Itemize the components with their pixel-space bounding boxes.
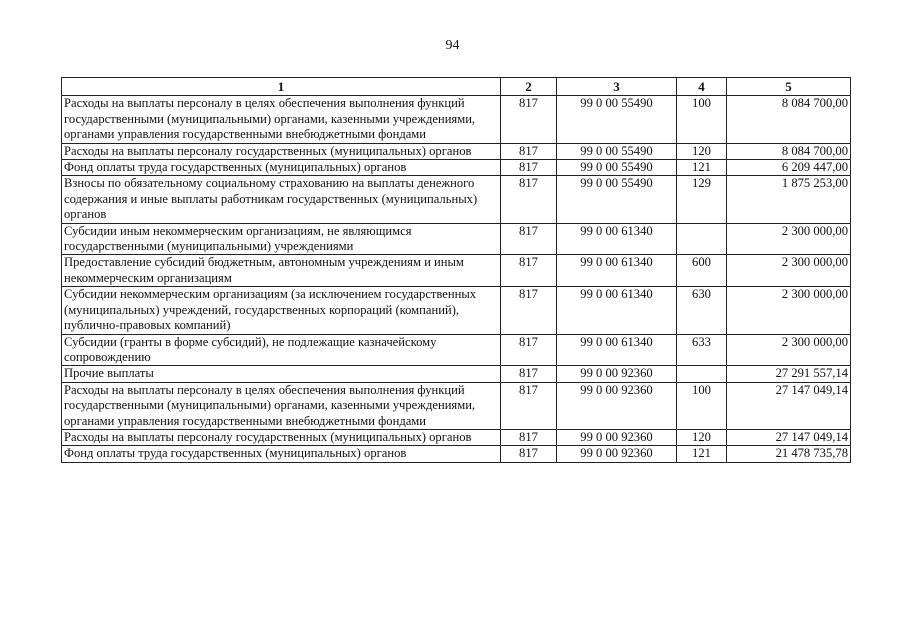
table-row xyxy=(62,366,851,382)
cell-expense-type: 120 xyxy=(677,429,727,445)
cell-target-article: 99 0 00 61340 xyxy=(557,287,677,334)
cell-target-article: 99 0 00 55490 xyxy=(557,96,677,143)
cell-item-name: Прочие выплаты xyxy=(62,366,501,382)
cell-expense-type: 129 xyxy=(677,176,727,223)
cell-expense-type: 120 xyxy=(677,143,727,159)
cell-target-article: 99 0 00 61340 xyxy=(557,334,677,366)
page-number: 94 xyxy=(445,38,460,53)
cell-expense-type: 600 xyxy=(677,255,727,287)
cell-target-article: 99 0 00 55490 xyxy=(557,143,677,159)
cell-target-article: 99 0 00 61340 xyxy=(557,255,677,287)
cell-amount: 2 300 000,00 xyxy=(727,223,851,255)
cell-item-name: Расходы на выплаты персоналу государственных (муниципальных) органов xyxy=(62,429,501,445)
table-row xyxy=(62,255,851,287)
cell-department-code: 817 xyxy=(501,382,557,429)
cell-expense-type: 121 xyxy=(677,446,727,462)
cell-item-name: Субсидии некоммерческим организациям (за исключением государственных (муниципальных) учреждений, государственных корпораций (компаний), публично-правовых компаний) xyxy=(62,287,501,334)
cell-department-code: 817 xyxy=(501,96,557,143)
cell-department-code: 817 xyxy=(501,223,557,255)
cell-item-name: Фонд оплаты труда государственных (муниципальных) органов xyxy=(62,160,501,176)
cell-target-article: 99 0 00 61340 xyxy=(557,223,677,255)
cell-target-article: 99 0 00 92360 xyxy=(557,429,677,445)
cell-amount: 6 209 447,00 xyxy=(727,160,851,176)
cell-item-name: Субсидии (гранты в форме субсидий), не подлежащие казначейскому сопровождению xyxy=(62,334,501,366)
cell-item-name: Фонд оплаты труда государственных (муниципальных) органов xyxy=(62,446,501,462)
table-row xyxy=(62,160,851,176)
cell-department-code: 817 xyxy=(501,143,557,159)
header-col-5: 5 xyxy=(727,78,851,96)
table-row xyxy=(62,143,851,159)
cell-target-article: 99 0 00 55490 xyxy=(557,176,677,223)
cell-expense-type: 100 xyxy=(677,96,727,143)
cell-department-code: 817 xyxy=(501,160,557,176)
budget-table xyxy=(61,77,851,463)
header-col-2: 2 xyxy=(501,78,557,96)
cell-expense-type: 633 xyxy=(677,334,727,366)
table-row xyxy=(62,176,851,223)
cell-target-article: 99 0 00 92360 xyxy=(557,366,677,382)
cell-amount: 2 300 000,00 xyxy=(727,287,851,334)
table-row xyxy=(62,446,851,462)
table-row xyxy=(62,287,851,334)
cell-expense-type: 630 xyxy=(677,287,727,334)
cell-expense-type: 121 xyxy=(677,160,727,176)
cell-amount: 1 875 253,00 xyxy=(727,176,851,223)
table-row xyxy=(62,334,851,366)
cell-department-code: 817 xyxy=(501,334,557,366)
table-row xyxy=(62,429,851,445)
cell-item-name: Расходы на выплаты персоналу в целях обеспечения выполнения функций государственными (муниципальными) органами, казенными учреждениями, органами управления государственными внебюджетными фондами xyxy=(62,96,501,143)
table-row xyxy=(62,96,851,143)
cell-item-name: Взносы по обязательному социальному страхованию на выплаты денежного содержания и иные выплаты работникам государственных (муниципальных) органов xyxy=(62,176,501,223)
cell-department-code: 817 xyxy=(501,429,557,445)
cell-amount: 27 147 049,14 xyxy=(727,382,851,429)
header-col-3: 3 xyxy=(557,78,677,96)
cell-department-code: 817 xyxy=(501,366,557,382)
cell-expense-type xyxy=(677,366,727,382)
cell-item-name: Расходы на выплаты персоналу государственных (муниципальных) органов xyxy=(62,143,501,159)
cell-expense-type xyxy=(677,223,727,255)
cell-department-code: 817 xyxy=(501,287,557,334)
cell-department-code: 817 xyxy=(501,255,557,287)
cell-amount: 8 084 700,00 xyxy=(727,143,851,159)
cell-target-article: 99 0 00 55490 xyxy=(557,160,677,176)
table-row xyxy=(62,382,851,429)
cell-target-article: 99 0 00 92360 xyxy=(557,382,677,429)
cell-department-code: 817 xyxy=(501,176,557,223)
header-col-1: 1 xyxy=(62,78,501,96)
cell-item-name: Субсидии иным некоммерческим организациям, не являющимся государственными (муниципальными) учреждениями xyxy=(62,223,501,255)
table-body xyxy=(62,96,851,462)
cell-item-name: Предоставление субсидий бюджетным, автономным учреждениям и иным некоммерческим организациям xyxy=(62,255,501,287)
cell-amount: 27 147 049,14 xyxy=(727,429,851,445)
header-col-4: 4 xyxy=(677,78,727,96)
header-row xyxy=(62,78,851,96)
cell-item-name: Расходы на выплаты персоналу в целях обеспечения выполнения функций государственными (муниципальными) органами, казенными учреждениями, органами управления государственными внебюджетными фондами xyxy=(62,382,501,429)
cell-amount: 2 300 000,00 xyxy=(727,255,851,287)
cell-amount: 8 084 700,00 xyxy=(727,96,851,143)
cell-amount: 2 300 000,00 xyxy=(727,334,851,366)
cell-expense-type: 100 xyxy=(677,382,727,429)
table-header xyxy=(62,78,851,96)
table-row xyxy=(62,223,851,255)
cell-department-code: 817 xyxy=(501,446,557,462)
cell-amount: 27 291 557,14 xyxy=(727,366,851,382)
cell-target-article: 99 0 00 92360 xyxy=(557,446,677,462)
cell-amount: 21 478 735,78 xyxy=(727,446,851,462)
